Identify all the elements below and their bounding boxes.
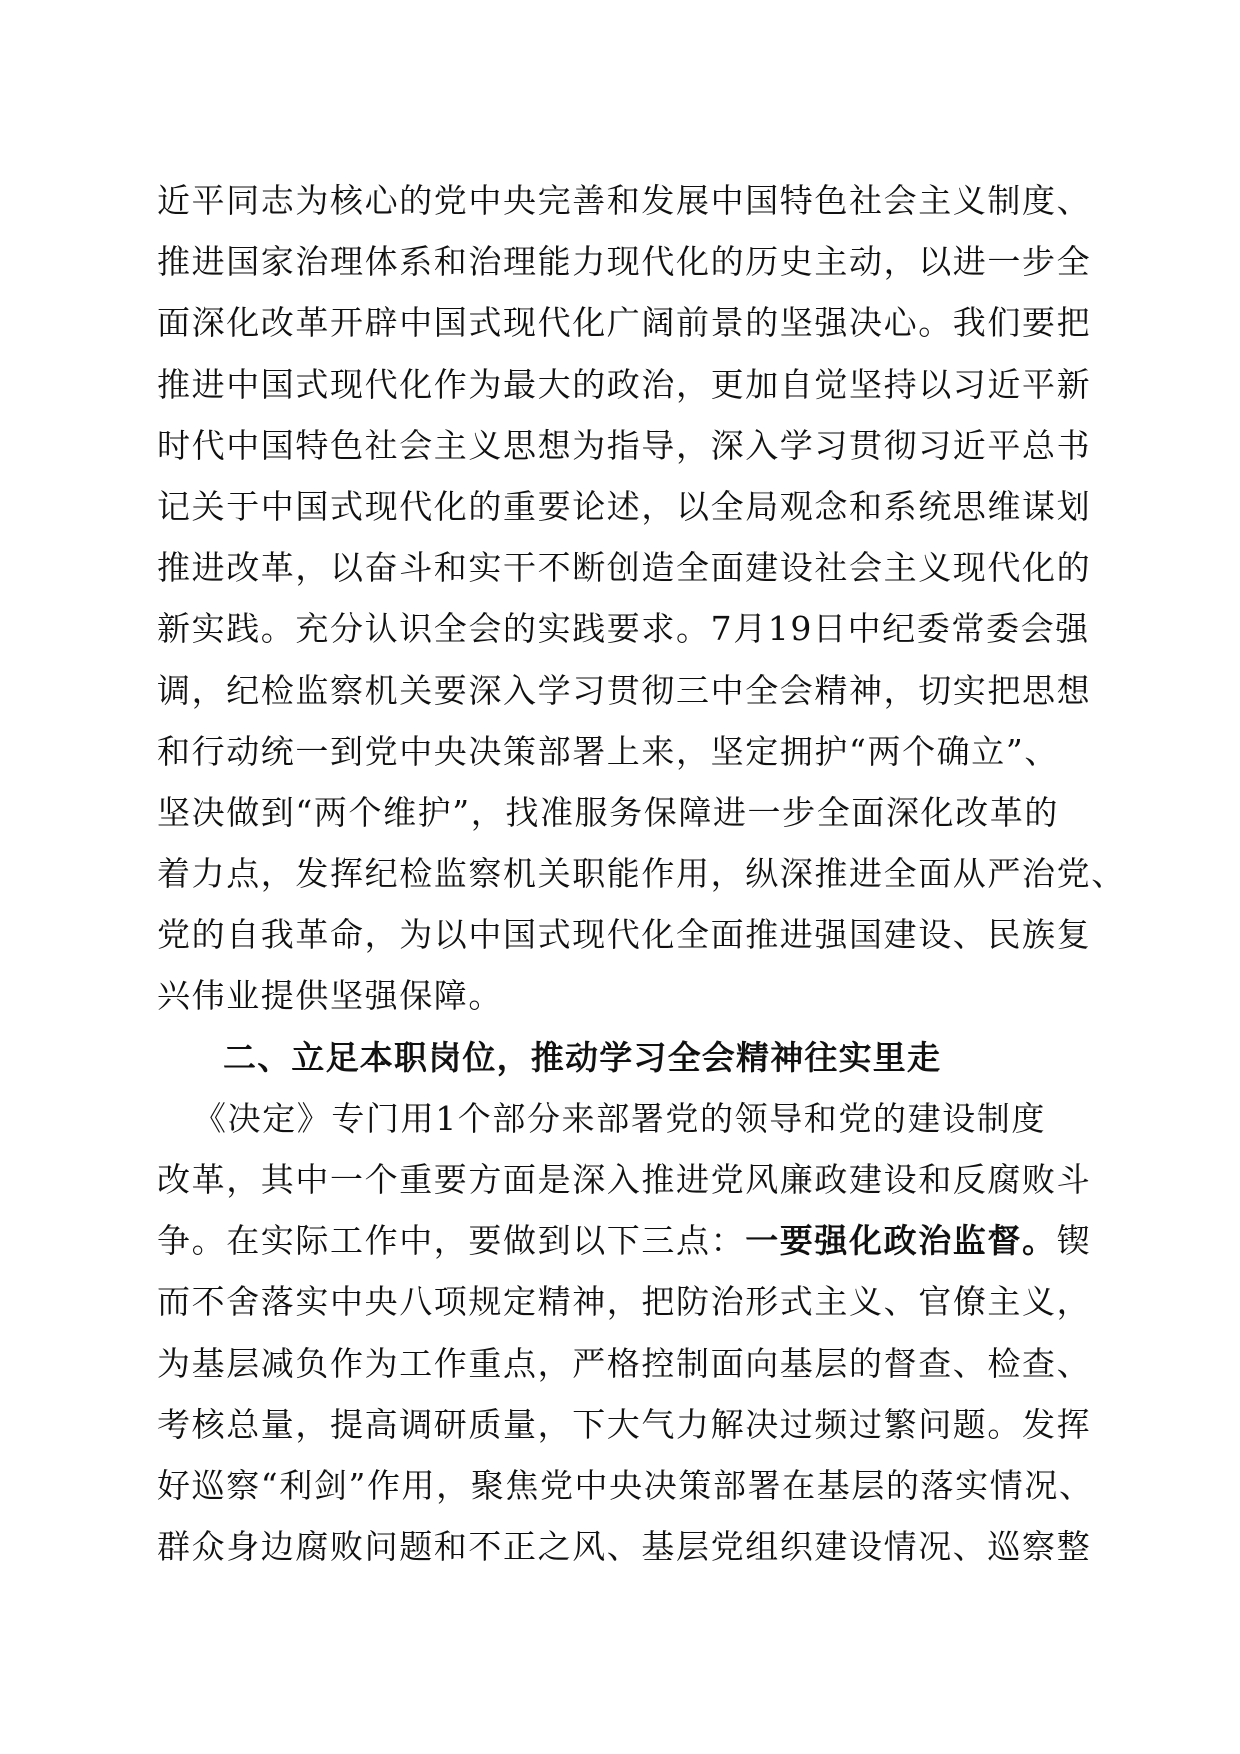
paragraph-line-mixed: [157, 1210, 1097, 1271]
section-heading: 二、立足本职岗位，推动学习全会精神往实里走: [223, 1037, 942, 1077]
paragraph-line: 推进改革，以奋斗和实干不断创造全面建设社会主义现代化的: [157, 548, 1092, 588]
paragraph-line: 近平同志为核心的党中央完善和发展中国特色社会主义制度、: [157, 181, 1092, 220]
paragraph-line: 着力点，发挥纪检监察机关职能作用，纵深推进全面从严治党、: [157, 854, 1126, 894]
paragraph-line: 和行动统一到党中央决策部署上来，坚定拥护“两个确立”、: [157, 731, 1059, 771]
paragraph-line: 坚决做到“两个维护”，找准服务保障进一步全面深化改革的: [157, 792, 1059, 832]
paragraph-line: 好巡察“利剑”作用，聚焦党中央决策部署在基层的落实情况、: [157, 1465, 1094, 1505]
paragraph-line: 新实践。充分认识全会的实践要求。7月19日中纪委常委会强: [157, 609, 1090, 649]
paragraph-line: 群众身边腐败问题和不正之风、基层党组织建设情况、巡察整: [157, 1527, 1092, 1567]
paragraph-line: 时代中国特色社会主义思想为指导，深入学习贯彻习近平总书: [157, 425, 1092, 465]
paragraph-line: 调，纪检监察机关要深入学习贯彻三中全会精神，切实把思想: [157, 670, 1092, 710]
paragraph-line: 推进中国式现代化作为最大的政治，更加自觉坚持以习近平新: [157, 364, 1092, 404]
paragraph-text: 争。在实际工作中，要做到以下三点：: [157, 1221, 746, 1261]
document-body: [157, 170, 1126, 1577]
paragraph-line: 考核总量，提高调研质量，下大气力解决过频过繁问题。发挥: [157, 1404, 1092, 1444]
paragraph-line: 记关于中国式现代化的重要论述，以全局观念和系统思维谋划: [157, 486, 1092, 526]
paragraph-text: 锲: [1056, 1221, 1092, 1261]
bold-emphasis: 一要强化政治监督。: [745, 1221, 1057, 1261]
paragraph-line: 党的自我革命，为以中国式现代化全面推进强国建设、民族复: [157, 915, 1092, 955]
paragraph-line: 推进国家治理体系和治理能力现代化的历史主动，以进一步全: [157, 242, 1092, 282]
paragraph-line: 而不舍落实中央八项规定精神，把防治形式主义、官僚主义，: [157, 1282, 1092, 1322]
paragraph-line: 《决定》专门用1个部分来部署党的领导和党的建设制度: [193, 1098, 1046, 1138]
paragraph-line: 改革，其中一个重要方面是深入推进党风廉政建设和反腐败斗: [157, 1160, 1092, 1199]
paragraph-line: 为基层减负作为工作重点，严格控制面向基层的督查、检查、: [157, 1343, 1092, 1383]
paragraph-line: 面深化改革开辟中国式现代化广阔前景的坚强决心。我们要把: [157, 303, 1092, 343]
paragraph-line: 兴伟业提供坚强保障。: [157, 976, 503, 1016]
